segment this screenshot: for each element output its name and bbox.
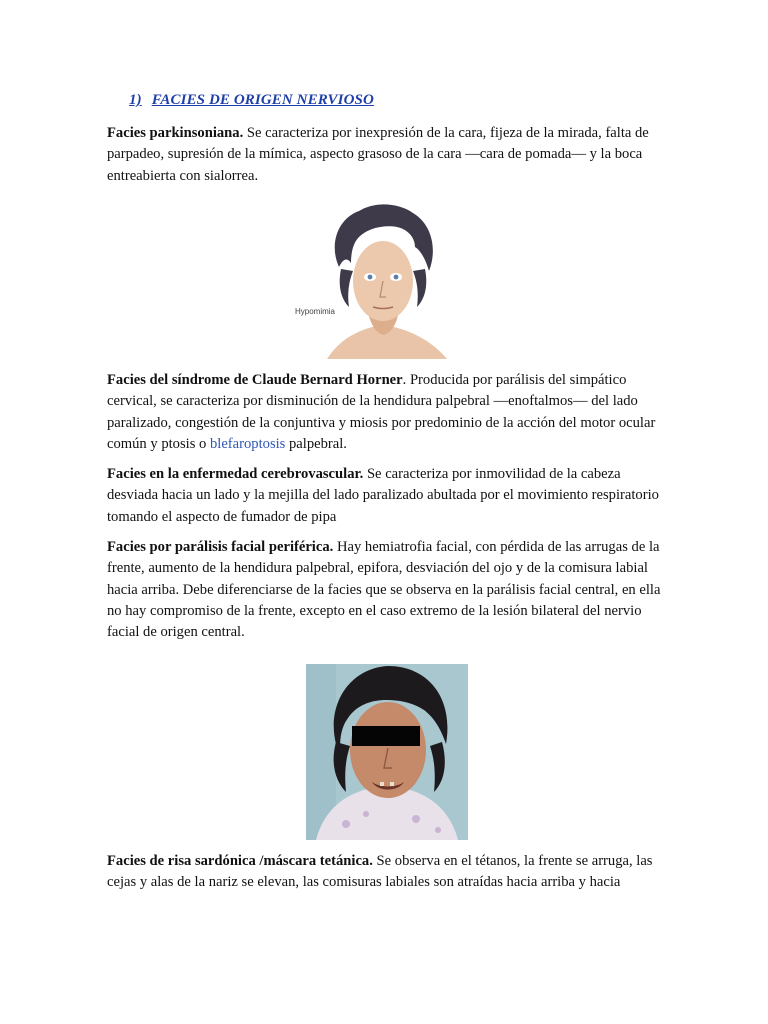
description-facies-parkinsoniana: Se caracteriza por inexpresión de la cara, fijeza de la mirada, falta de parpadeo, supresión de la mímica, aspecto grasoso de la cara —cara de pomada— y la boca entreabierta con sialorrea. [107, 125, 649, 184]
section-heading [129, 92, 374, 109]
paragraph-facies-parkinsoniana [107, 123, 667, 187]
description-claude-bernard-horner-end: palpebral. [285, 435, 347, 452]
term-facies-parkinsoniana: Facies parkinsoniana. [107, 125, 244, 141]
description-paralisis-facial-periferica: Hay hemiatrofia facial, con pérdida de las arrugas de la frente, aumento de la hendidura palpebral, epifora, desviación del ojo y de la comisura labial hacia arriba. Debe diferenciarse de la facies que se observa en la parálisis facial central, en ella no hay compromiso de la frente, excepto en el caso extremo de la lesión bilateral del nervio facial de origen central. [107, 539, 661, 641]
paragraph-risa-sardonica [107, 851, 667, 894]
paragraph-enfermedad-cerebrovascular [107, 464, 667, 528]
photo-facies-risa-sardonica [306, 664, 468, 840]
term-risa-sardonica: Facies de risa sardónica /máscara tetánica. [107, 853, 373, 869]
term-paralisis-facial-periferica: Facies por parálisis facial periférica. [107, 539, 334, 555]
section-title: FACIES DE ORIGEN NERVIOSO [151, 92, 374, 108]
hypomimia-drawing [287, 197, 479, 359]
illustration-hypomimia [287, 197, 479, 359]
description-risa-sardonica: Se observa en el tétanos, la frente se arruga, las cejas y alas de la nariz se elevan, las comisuras labiales son atraídas hacia arriba y hacia [107, 853, 653, 891]
description-claude-bernard-horner: . Producida por parálisis del simpático cervical, se caracteriza por disminución de la hendidura palpebral —enoftalmos— del lado paralizado, congestión de la conjuntiva y miosis por predominio de la acción del motor ocular común y ptosis o [107, 372, 656, 452]
paragraph-claude-bernard-horner [107, 370, 667, 455]
term-enfermedad-cerebrovascular: Facies en la enfermedad cerebrovascular. [107, 466, 364, 482]
paragraph-paralisis-facial-periferica [107, 537, 667, 643]
term-claude-bernard-horner: Facies del síndrome de Claude Bernard Horner [107, 372, 403, 388]
figure-caption-hypomimia: Hypomimia [295, 307, 336, 316]
blefaroptosis-link[interactable]: blefaroptosis [209, 435, 286, 452]
section-number: 1) [129, 92, 142, 108]
patient-photo [306, 664, 468, 840]
description-enfermedad-cerebrovascular: Se caracteriza por inmovilidad de la cabeza desviada hacia un lado y la mejilla del lado paralizado abultada por el movimiento respiratorio tomando el aspecto de fumador de pipa [107, 466, 659, 525]
